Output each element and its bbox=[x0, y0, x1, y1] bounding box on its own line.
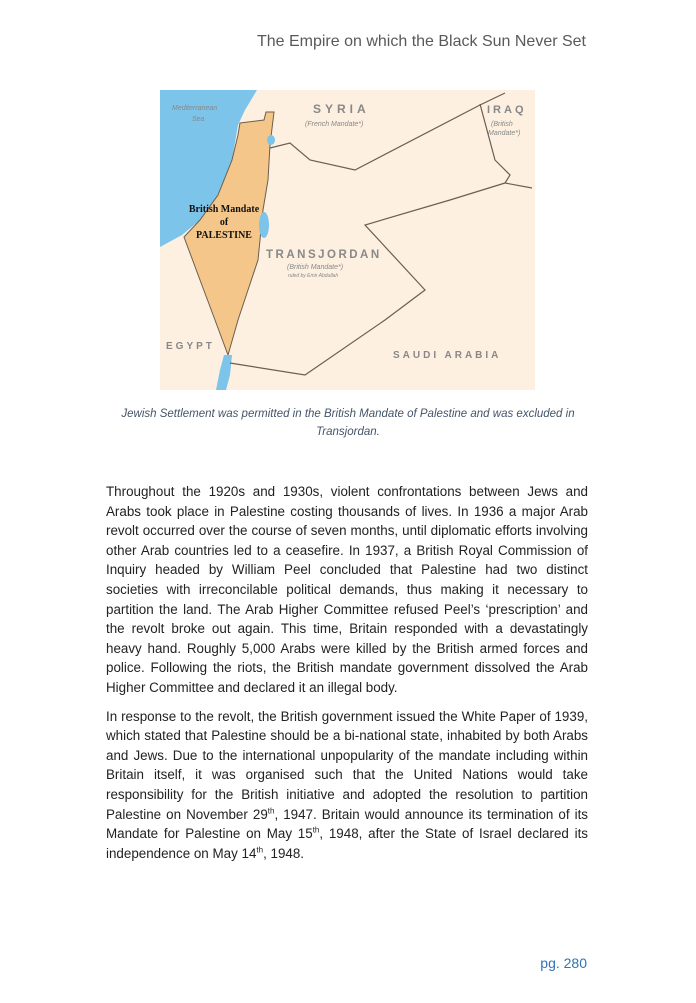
label-transjordan: TRANSJORDAN bbox=[266, 249, 382, 261]
paragraph-2 bbox=[106, 707, 588, 864]
label-palestine-3: PALESTINE bbox=[196, 230, 252, 241]
running-header: The Empire on which the Black Sun Never Set bbox=[256, 33, 586, 50]
label-egypt: EGYPT bbox=[166, 341, 215, 352]
superscript: th bbox=[312, 825, 320, 835]
body-text bbox=[106, 482, 588, 872]
superscript: th bbox=[256, 845, 264, 855]
label-iraq: IRAQ bbox=[487, 104, 527, 116]
label-iraq-sub-2: Mandate*) bbox=[488, 130, 521, 137]
text: In response to the revolt, the British government issued the White Paper of 1939, which stated that Palestine should be a bi-national state, inhabited by both Arabs and Jews. Due to the international unpopularity of the mandate including within Britain itself, it was organised such that the United Nations would take responsibility for the British initiative and adopted the resolution to partition Palestine on November 29 bbox=[106, 708, 588, 822]
label-sea-2: Sea bbox=[192, 116, 205, 123]
label-transjordan-sub: (British Mandate*) bbox=[287, 264, 344, 271]
label-saudi: SAUDI ARABIA bbox=[393, 350, 502, 361]
superscript: th bbox=[267, 806, 275, 816]
label-iraq-sub: (British bbox=[491, 121, 513, 128]
map-figure bbox=[160, 90, 535, 390]
label-sea: Mediterranean bbox=[172, 105, 218, 112]
text: , 1947. Britain would announce its termination of its Mandate for Palestine on May 15 bbox=[106, 806, 588, 842]
label-palestine-2: of bbox=[219, 217, 229, 228]
text: , 1948. bbox=[263, 845, 305, 861]
figure-caption: Jewish Settlement was permitted in the British Mandate of Palestine and was excluded in Transjordan. bbox=[121, 408, 575, 438]
label-transjordan-sub2: ruled by Emir Abdullah bbox=[288, 273, 339, 279]
text: , 1948, after the State of Israel declared its independence on May 14 bbox=[106, 826, 588, 861]
label-syria: SYRIA bbox=[313, 102, 370, 116]
paragraph-1: Throughout the 1920s and 1930s, violent confrontations between Jews and Arabs took place in Palestine costing thousands of lives. In 1936 a major Arab revolt occurred over the course of seven months, until diplomatic efforts involving other Arab countries led to a ceasefire. In 1937, a British Royal Commission of Inquiry headed by William Peel concluded that Palestine had two distinct societies with irreconcilable political demands, thus making it necessary to partition the land. The Arab Higher Committee refused Peel’s ‘prescription’ and the revolt broke out again. This time, Britain responded with a devastatingly heavy hand. Roughly 5,000 Arabs were killed by the British armed forces and police. Following the riots, the British mandate government dissolved the Arab Higher Committee and declared it an illegal body. bbox=[106, 484, 588, 695]
label-syria-sub: (French Mandate*) bbox=[305, 121, 364, 128]
label-palestine-1: British Mandate bbox=[188, 204, 260, 215]
page-number: pg. 280 bbox=[540, 955, 587, 971]
dead-sea bbox=[259, 212, 269, 238]
sea-of-galilee bbox=[267, 135, 275, 145]
